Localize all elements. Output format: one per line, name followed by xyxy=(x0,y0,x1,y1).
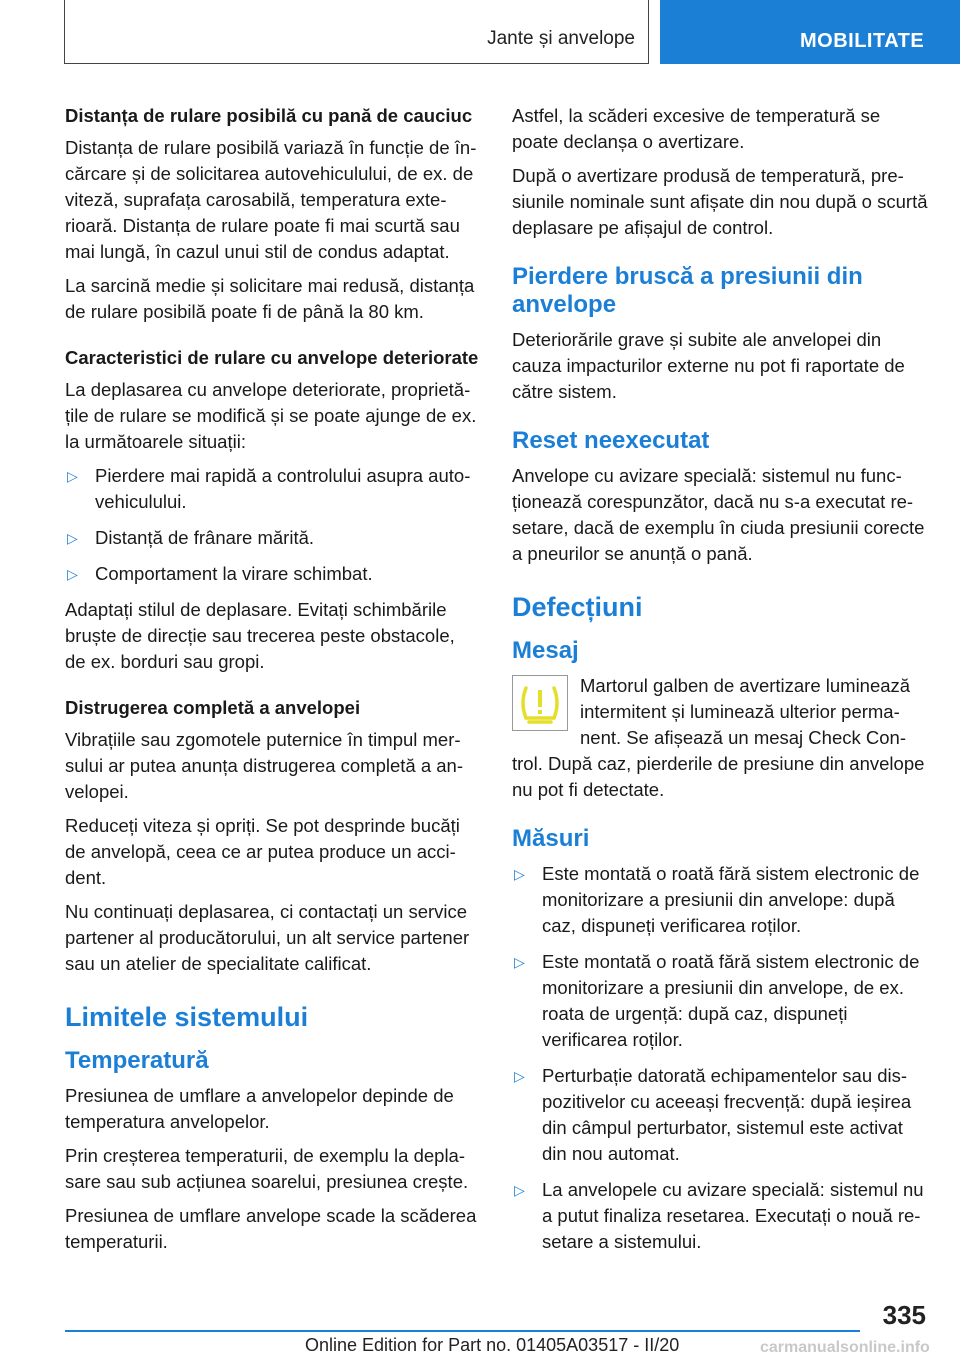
heading-temperature: Temperatură xyxy=(65,1047,209,1074)
list-item: ▷ Este montată o roată fără sistem electronic de monitorizare a presiunii din anvelope: după caz, dispuneți verificarea roților. xyxy=(514,863,920,936)
list-item: ▷ Perturbație datorată echipamentelor sau dispozitivelor cu aceeași frecvență: după ieșirea din câmpul perturbator, sistemul este activat din nou automat. xyxy=(514,1065,912,1164)
triangle-bullet-icon: ▷ xyxy=(514,1068,525,1084)
right-column xyxy=(512,103,930,1265)
page-number: 335 xyxy=(882,1300,926,1330)
bullet-list xyxy=(512,861,930,1255)
paragraph: Deteriorările grave și subite ale anvelopei din cauza impacturilor externe nu pot fi raportate de către sistem. xyxy=(512,329,905,402)
triangle-bullet-icon: ▷ xyxy=(67,530,78,546)
left-column xyxy=(65,103,480,1263)
triangle-bullet-icon: ▷ xyxy=(67,566,78,582)
paragraph: Adaptați stilul de deplasare. Evitați schimbările bruște de direcție sau trecerea peste obstacole, de ex. borduri sau gropi. xyxy=(65,599,455,672)
paragraph: Presiunea de umflare anvelope scade la scăderea temperaturii. xyxy=(65,1205,477,1252)
list-item: ▷ Este montată o roată fără sistem electronic de monitorizare a presiunii din anvelope, de ex. roata de urgență: după caz, dispuneți verificarea roților. xyxy=(514,951,920,1050)
triangle-bullet-icon: ▷ xyxy=(514,1182,525,1198)
paragraph: După o avertizare produsă de temperatură, presiunile nominale sunt afișate din nou după o scurtă deplasare pe afișajul de control. xyxy=(512,165,928,238)
watermark: carmanualsonline.info xyxy=(760,1339,930,1356)
header-chapter-tab xyxy=(660,0,960,64)
heading-sudden-pressure-loss: Pierdere bruscă a presiunii din anvelope xyxy=(512,263,863,318)
paragraph: Astfel, la scăderi excesive de temperatură se poate declanșa o avertizare. xyxy=(512,105,881,152)
triangle-bullet-icon: ▷ xyxy=(514,954,525,970)
heading-tire-destruction: Distrugerea completă a anvelopei xyxy=(65,697,361,718)
header-section-title: Jante și anvelope xyxy=(487,28,635,49)
footer-edition: Online Edition for Part no. 01405A03517 - II/20 xyxy=(305,1335,680,1355)
bullet-list xyxy=(65,463,480,587)
paragraph: Anvelope cu avizare specială: sistemul nu funcționează corespunzător, dacă nu s-a executat resetare, dacă de exemplu în ciuda presiunii corecte a pneurilor se anunță o pană. xyxy=(512,465,925,564)
triangle-bullet-icon: ▷ xyxy=(67,468,78,484)
heading-message: Mesaj xyxy=(512,637,579,664)
header-chapter-label: MOBILITATE xyxy=(800,29,925,52)
heading-range-flat: Distanța de rulare posibilă cu pană de cauciuc xyxy=(65,105,473,126)
paragraph: Vibrațiile sau zgomotele puternice în timpul mersului ar putea anunța distrugerea completă a anvelopei. xyxy=(65,729,464,802)
paragraph: Distanța de rulare posibilă variază în funcție de încărcare și de solicitarea autovehiculului, de ex. de viteză, suprafața carosabilă, temperatura exterioară. Distanța de rulare poate fi mai scurtă sau mai lungă, în cazul unui stil de condus adaptat. xyxy=(65,137,477,262)
warning-message-block xyxy=(512,673,930,803)
paragraph: La sarcină medie și solicitare mai redusă, distanța de rulare posibilă poate fi de până la 80 km. xyxy=(65,275,475,322)
paragraph: Martorul galben de avertizare luminează intermitent și luminează ulterior permanent. Se afișează un mesaj Check Control. După caz, pierderile de presiune din anvelope nu pot fi detectate. xyxy=(512,675,925,800)
footer-divider xyxy=(65,1330,860,1332)
paragraph: Nu continuați deplasarea, ci contactați un service partener al producătorului, un alt service partener sau un atelier de specialitate calificat. xyxy=(65,901,470,974)
list-item: ▷ Pierdere mai rapidă a controlului asupra autovehiculului. xyxy=(67,465,471,512)
heading-faults: Defecțiuni xyxy=(512,592,643,622)
paragraph: La deplasarea cu anvelope deteriorate, proprietățile de rulare se modifică și se poate ajunge de ex. la următoarele situații: xyxy=(65,379,477,452)
paragraph: Presiunea de umflare a anvelopelor depinde de temperatura anvelopelor. xyxy=(65,1085,454,1132)
list-item: ▷ La anvelopele cu avizare specială: sistemul nu a putut finaliza resetarea. Executați o nouă resetare a sistemului. xyxy=(514,1179,924,1252)
triangle-bullet-icon: ▷ xyxy=(514,866,525,882)
paragraph: Reduceți viteza și opriți. Se pot desprinde bucăți de anvelopă, ceea ce ar putea produce un accident. xyxy=(65,815,460,888)
paragraph: Prin creșterea temperaturii, de exemplu la deplasare sau sub acțiunea soarelui, presiunea crește. xyxy=(65,1145,469,1192)
heading-driving-characteristics: Caracteristici de rulare cu anvelope deteriorate xyxy=(65,347,479,368)
heading-measures: Măsuri xyxy=(512,825,590,852)
heading-system-limits: Limitele sistemului xyxy=(65,1002,309,1032)
list-item: ▷ Distanță de frânare mărită. xyxy=(65,525,480,551)
heading-reset-not-executed: Reset neexecutat xyxy=(512,427,710,454)
tire-pressure-warning-icon xyxy=(512,675,568,731)
list-item: ▷ Comportament la virare schimbat. xyxy=(65,561,480,587)
